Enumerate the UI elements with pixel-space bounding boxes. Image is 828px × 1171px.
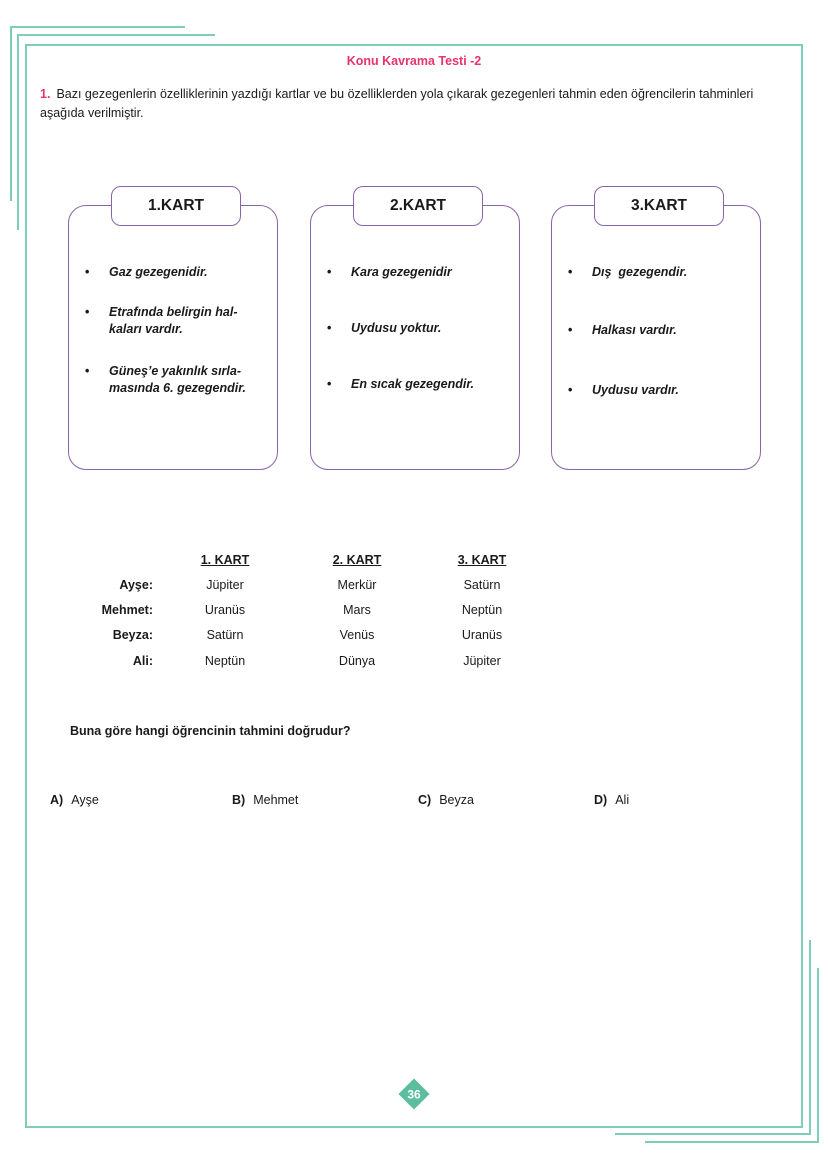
table-cell: Jüpiter — [206, 578, 244, 592]
card-2-item-2: • Uydusu yoktur. — [327, 321, 442, 335]
card-1-item-3: • Güneş’e yakınlık sırla- masında 6. gezegendir. — [85, 364, 246, 395]
option-a[interactable] — [50, 793, 99, 807]
bullet-icon: • — [327, 321, 332, 335]
student-name: Beyza: — [112, 628, 153, 642]
option-letter: C) — [418, 793, 432, 807]
table-cell: Merkür — [337, 578, 377, 592]
frame-left-outer — [10, 26, 12, 201]
table-cell: Mars — [343, 603, 371, 617]
frame-bottom-outer — [645, 1141, 819, 1143]
table-cell: Venüs — [339, 628, 375, 642]
frame-top-main — [25, 44, 803, 46]
card-1-item-2: • Etrafında belirgin hal- kaları vardır. — [85, 305, 238, 336]
bullet-icon: • — [568, 383, 573, 397]
option-text: Ayşe — [71, 793, 99, 807]
option-text: Ali — [615, 793, 630, 807]
frame-right-outer — [817, 968, 819, 1143]
option-c[interactable] — [418, 793, 474, 807]
table-header-3: 3. KART — [457, 553, 507, 567]
student-name: Ali: — [132, 654, 153, 668]
table-cell: Neptün — [461, 603, 503, 617]
question-text: Bazı gezegenlerin özelliklerinin yazdığı kartlar ve bu özelliklerden yola çıkarak gezegenleri tahmin eden öğrencilerin tahminleri aşağıda verilmiştir. — [40, 87, 754, 120]
card-1-title: 1.KART — [111, 186, 241, 226]
table-cell: Satürn — [206, 628, 244, 642]
table-cell: Satürn — [463, 578, 501, 592]
page-number: 36 — [407, 1087, 421, 1102]
option-text: Beyza — [439, 793, 474, 807]
frame-bottom-main — [25, 1126, 803, 1128]
question-text-block — [40, 85, 800, 123]
table-cell: Uranüs — [204, 603, 246, 617]
card-2-item-3: • En sıcak gezegendir. — [327, 377, 474, 391]
card-2-title: 2.KART — [353, 186, 483, 226]
frame-top-outer — [10, 26, 185, 28]
bullet-icon: • — [85, 265, 90, 279]
table-cell: Uranüs — [461, 628, 503, 642]
card-3-item-1: • Dış gezegendir. — [568, 265, 688, 279]
page-title: Konu Kavrama Testi -2 — [346, 54, 482, 68]
table-cell: Neptün — [204, 654, 246, 668]
bullet-icon: • — [85, 305, 90, 319]
bullet-icon: • — [327, 265, 332, 279]
table-header-1: 1. KART — [200, 553, 250, 567]
frame-left-main — [25, 44, 27, 1128]
frame-top-mid — [17, 34, 215, 36]
table-cell: Jüpiter — [463, 654, 501, 668]
question-number: 1. — [40, 87, 51, 101]
card-3 — [551, 205, 761, 470]
option-letter: D) — [594, 793, 608, 807]
card-1-item-1: • Gaz gezegenidir. — [85, 265, 208, 279]
card-3-item-3: • Uydusu vardır. — [568, 383, 679, 397]
page-number-badge — [398, 1078, 430, 1110]
bullet-icon: • — [327, 377, 332, 391]
option-letter: A) — [50, 793, 64, 807]
card-3-title: 3.KART — [594, 186, 724, 226]
bullet-icon: • — [85, 364, 90, 378]
option-b[interactable] — [232, 793, 298, 807]
frame-right-main — [801, 44, 803, 1128]
table-header-2: 2. KART — [332, 553, 382, 567]
question-prompt: Buna göre hangi öğrencinin tahmini doğrudur? — [70, 724, 351, 738]
card-2 — [310, 205, 520, 470]
bullet-icon: • — [568, 323, 573, 337]
table-cell: Dünya — [338, 654, 376, 668]
card-3-item-2: • Halkası vardır. — [568, 323, 677, 337]
student-name: Mehmet: — [101, 603, 153, 617]
frame-bottom-mid — [615, 1133, 811, 1135]
option-d[interactable] — [594, 793, 629, 807]
option-letter: B) — [232, 793, 246, 807]
card-1 — [68, 205, 278, 470]
card-2-item-1: • Kara gezegenidir — [327, 265, 452, 279]
bullet-icon: • — [568, 265, 573, 279]
student-name: Ayşe: — [119, 578, 153, 592]
frame-right-mid — [809, 940, 811, 1135]
option-text: Mehmet — [253, 793, 299, 807]
